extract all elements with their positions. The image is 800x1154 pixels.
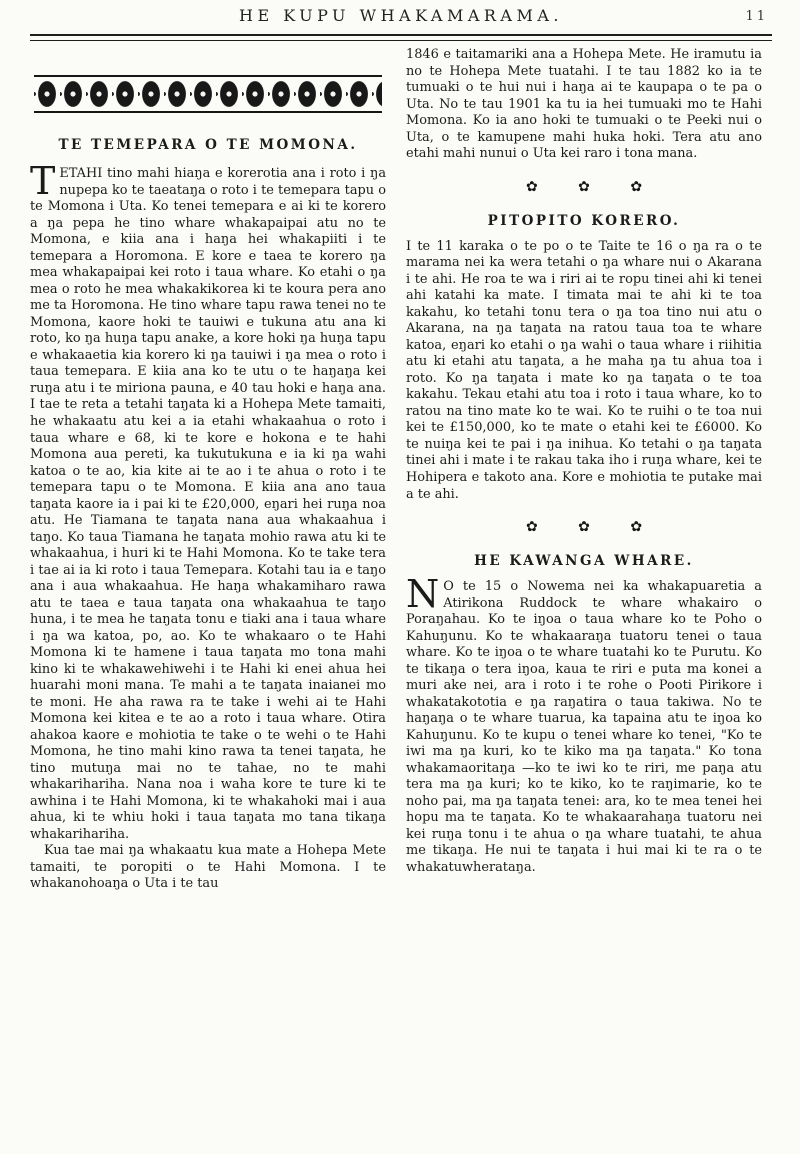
article-temepara-continuation: 1846 e taitamariki ana a Hohepa Mete. He iramutu ia no te Hohepa Mete tuatahi. I te tau 1882 ko ia te tumuaki o te hui nui i haŋa ai te kaupapa o te pa o Uta. No te tau 1901 ka tu ia hei tumuaki mo te Hahi Momona. Ko ia ano hoki te tumuaki o te Peeki nui o Uta, o te kamupene mahi huka hoki. Tera atu ano etahi mahi nunui o Uta kei raro i tona mana. [406, 47, 762, 162]
article-heading-pitopito: PITOPITO KORERO. [487, 212, 681, 229]
article-kawanga-text: O te 15 o Nowema nei ka whakapuaretia a Atirikona Ruddock te whare whakairo o Poraŋahau. Ko te iŋoa o taua whare ko te Poho o Kahuŋunu. Ko te whakaaraŋa tuatoru tenei o taua whare. Ko te iŋoa o te whare tuatahi ko te Purutu. Ko te tikaŋa o tera iŋoa, kaua te riri e puta ma konei a muri ake nei, ara i roto i te rohe o Pooti Pirikore i whakatakototia e ŋa raŋatira o taua takiwa. No te haŋaŋa o te whare tuarua, ka tapaina atu te iŋoa ko Kahuŋunu. Ko te kupu o tenei whare ko tenei, "Ko te iwi ma ŋa kuri, ko te kiko ma ŋa taŋata." Ko tona whakamaoritaŋa —ko te iwi ko te riri, me paŋa atu tera ma ŋa kuri; ko te kiko, ko te raŋimarie, ko te noho pai, ma ŋa taŋata tenei: ara, ko te mea tenei hei hopu ma te taŋata. Ko te whakaarahaŋa tuatoru nei kei ruŋa tonu i te ahua o ŋa whare tuatahi, te ahua me tikaŋa. He nui te taŋata i hui mai ki te ra o te whakatuwherataŋa. [406, 579, 762, 875]
floral-divider-icon: ✿ ✿ ✿ [525, 519, 661, 536]
article-pitopito-paragraph: I te 11 karaka o te po o te Taite te 16 o ŋa ra o te marama nei ka wera tetahi o ŋa whare nui o Akarana i te ahi. He roa te wa i riri ai te ropu tinei ahi ki tenei ahi katahi ka mate. I timata mai te ahi ki te toa kakahu, ko tetahi tonu tera o ŋa toa tino nui atu o Akarana, na ŋa taŋata na ratou taua toa te whare katoa, eŋari ko etahi o ŋa wahi o taua whare i riihitia atu ki etahi atu taŋata, a he maha ŋa tu ahua toa i roto. Ko ŋa taŋata i mate ko ŋa taŋata o te toa kakahu. Tekau etahi atu toa i roto i taua whare, ko to ratou na tino mate ko te wai. Ko te ruihi o te toa nui kei te £150,000, ko te mate o etahi kei te £6000. Ko te nuiŋa kei te pai i ŋa inihua. Ko tetahi o ŋa taŋata tinei ahi i mate i te rakau taka iho i ruŋa whare, kei te Hohipera e takoto ana. Kore e mohiotia te putake mai a te ahi. [406, 238, 762, 502]
article-temepara-text: ETAHI tino mahi hiaŋa e korerotia ana i roto i ŋa nupepa ko te taeataŋa o roto i te temepara tapu o te Momona i Uta. Ko tenei temepara e ai ki te korero a ŋa pepa he tino whare whakapaipai atu no te Momona, e kiia ana i haŋa hei whakapiiti i te temepara a Horomona. E kore e taea te korero ŋa mea whakapaipai kei roto i taua whare. Ko etahi o ŋa mea o roto he mea whakakikorea ki te koura pera ano me ta Horomona. He tino whare tapu rawa tenei no te Momona, kaore hoki te tauiwi e tukuna atu ana ki roto, ko ŋa huŋa tapu anake, a kore hoki ŋa huŋa tapu e whakaaetia kia korero ki ŋa tauiwi i ŋa mea o roto i taua temepara. E kiia ana ko te utu o te haŋaŋa kei ruŋa atu i te miriona pauna, e 40 tau hoki e haŋa ana. I tae te reta a tetahi taŋata ki a Hohepa Mete tamaiti, he whakaatu atu kei a ia etahi whakaahua o roto i taua whare e 68, ki te kore e hokona e te hahi Momona aua pereti, ka tukutukuna e ia ki ŋa wahi katoa o te ao, kia kite ai te ao i te ahua o roto i te temepara tapu o te Momona. E kiia ana ano taua taŋata kaore ia i pai ki te £20,000, eŋari hei ruŋa noa atu. He Tiamana te taŋata nana aua whakaahua i taŋo. Ko taua Tiamana he taŋata mohio rawa atu ki te whakaahua, i huri ki te Hahi Momona. Ko te take tera i tae ai ia ki roto i taua Temepara. Kotahi tau ia e taŋo ana i aua whakaahua. He haŋa whakamiharo rawa atu te taea e taua taŋata ona whakaahua te taŋo huna, i te mea he taŋata tonu e tiaki ana i taua whare i ŋa wa katoa, po, ao. Ko te whakaaro o te Hahi Momona ki te hamene i taua taŋata mo tona mahi kino ki te whakawehiwehi i te Hahi ki enei ahua hei huarahi moni mana. Te mahi a te taŋata inaianei mo te moni. He aha rawa ra te take i wehi ai te Hahi Momona kei kitea e te ao a roto i taua whare. Otira ahakoa kaore e mohiotia te take o te wehi o te Hahi Momona, he tino mahi kino rawa ta tenei taŋata, he tino mutuŋa mai no te tahae, no te mahi whakarihariha. Nana noa i waha kore te ture ki te awhina i te Hahi Momona, ki te whakahoki mai i aua ahua, ki te whiu hoki i taua taŋata mo tana tikaŋa whakarihariha. [30, 166, 386, 842]
masthead [30, 6, 772, 32]
page-number: 11 [745, 9, 768, 24]
floral-divider-icon: ✿ ✿ ✿ [525, 178, 661, 195]
article-temepara-paragraph-2: Kua tae mai ŋa whakaatu kua mate a Hohepa Mete tamaiti, te poropiti o te Hahi Momona. I te whakanohoaŋa o Uta i te tau [30, 843, 386, 892]
ornamental-band [34, 75, 382, 113]
article-heading-kawanga: HE KAWANGA WHARE. [474, 552, 694, 569]
newspaper-title: HE KUPU WHAKAMARAMA. [238, 6, 563, 25]
drop-cap-t: T [30, 159, 56, 204]
drop-cap-n: N [406, 572, 440, 617]
right-column [406, 47, 762, 893]
article-temepara-paragraph-1 [30, 159, 386, 843]
header-rule [30, 34, 772, 41]
article-heading-temepara: TE TEMEPARA O TE MOMONA. [58, 137, 358, 153]
column-layout [30, 47, 772, 893]
left-column [30, 47, 386, 893]
article-kawanga-paragraph [406, 572, 762, 876]
